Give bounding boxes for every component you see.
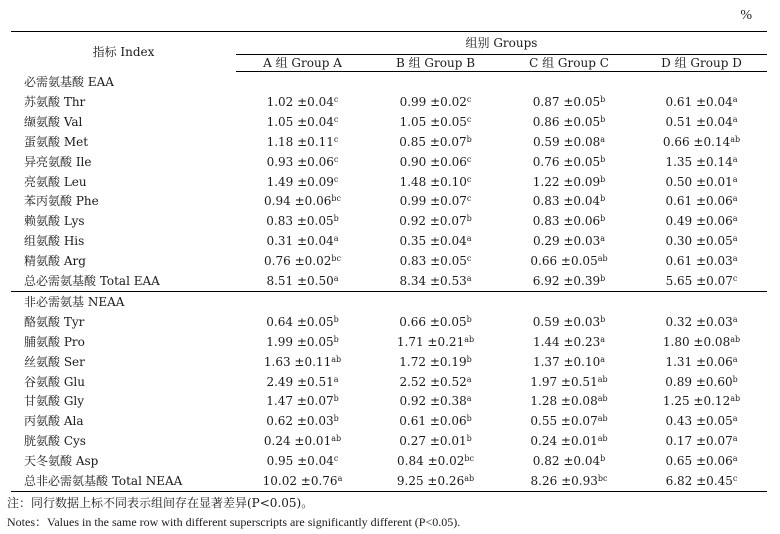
cell-superscript: ab bbox=[464, 334, 475, 344]
table-cell bbox=[502, 411, 636, 431]
cell-value: 6.82 ±0.45 bbox=[665, 473, 733, 488]
cell-superscript: ab bbox=[331, 354, 342, 364]
cell-value: 0.83 ±0.05 bbox=[399, 254, 467, 269]
table-cell bbox=[236, 191, 369, 211]
row-label: 谷氨酸 Glu bbox=[24, 374, 85, 389]
table-cell bbox=[236, 451, 369, 471]
cell-superscript: bc bbox=[331, 254, 341, 264]
cell-value: 1.31 ±0.06 bbox=[665, 354, 733, 369]
cell-superscript: a bbox=[333, 234, 339, 244]
cell-superscript: b bbox=[600, 154, 606, 164]
table-cell bbox=[636, 112, 767, 132]
amino-acid-table bbox=[11, 31, 767, 492]
row-label: 丝氨酸 Ser bbox=[24, 354, 85, 369]
note-english: Notes：Values in the same row with different superscripts are significantly different (P<0.05). bbox=[7, 515, 461, 529]
row-label: 甘氨酸 Gly bbox=[24, 394, 85, 409]
table-cell bbox=[236, 271, 369, 291]
table-row bbox=[11, 451, 767, 471]
table-cell bbox=[236, 172, 369, 192]
table-row bbox=[11, 251, 767, 271]
cell-value: 1.97 ±0.51 bbox=[530, 374, 598, 389]
table-cell bbox=[636, 372, 767, 392]
cell-value: 1.72 ±0.19 bbox=[399, 354, 467, 369]
table-cell bbox=[502, 471, 636, 491]
row-label: 异亮氨酸 Ile bbox=[24, 154, 92, 169]
cell-superscript: a bbox=[732, 454, 738, 464]
cell-superscript: b bbox=[333, 414, 339, 424]
cell-value: 8.51 ±0.50 bbox=[266, 273, 334, 288]
table-row bbox=[11, 411, 767, 431]
cell-value: 0.89 ±0.60 bbox=[665, 374, 733, 389]
index-column-header: 指标 Index bbox=[92, 44, 155, 59]
table-notes bbox=[7, 494, 460, 532]
cell-superscript: b bbox=[732, 374, 738, 384]
cell-superscript: bc bbox=[464, 454, 474, 464]
table-cell bbox=[369, 112, 502, 132]
table-row bbox=[11, 112, 767, 132]
cell-superscript: c bbox=[333, 154, 339, 164]
group-b-header: B 组 Group B bbox=[369, 55, 502, 72]
group-d-header: D 组 Group D bbox=[636, 55, 767, 72]
table-row bbox=[11, 332, 767, 352]
table-row bbox=[11, 191, 767, 211]
cell-value: 2.49 ±0.51 bbox=[266, 374, 334, 389]
table-cell bbox=[636, 332, 767, 352]
group-c-header: C 组 Group C bbox=[502, 55, 636, 72]
cell-value: 8.26 ±0.93 bbox=[530, 473, 598, 488]
table-cell bbox=[236, 391, 369, 411]
cell-superscript: a bbox=[732, 434, 738, 444]
note-chinese: 注：同行数据上标不同表示组间存在显著差异(P<0.05)。 bbox=[7, 496, 314, 510]
cell-value: 0.82 ±0.04 bbox=[532, 454, 601, 469]
table-row bbox=[11, 152, 767, 172]
table-cell bbox=[502, 451, 636, 471]
cell-value: 1.18 ±0.11 bbox=[266, 134, 334, 149]
row-label: 组氨酸 His bbox=[24, 234, 85, 249]
cell-value: 0.84 ±0.02 bbox=[397, 454, 465, 469]
row-label: 缬氨酸 Val bbox=[24, 114, 83, 129]
table-cell bbox=[369, 92, 502, 112]
table-cell bbox=[236, 112, 369, 132]
cell-superscript: a bbox=[732, 174, 738, 184]
table-cell bbox=[502, 132, 636, 152]
table-cell bbox=[502, 251, 636, 271]
table-cell bbox=[636, 211, 767, 231]
row-label: 丙氨酸 Ala bbox=[24, 414, 84, 429]
table-cell bbox=[502, 112, 636, 132]
table-cell bbox=[236, 332, 369, 352]
table-cell bbox=[502, 431, 636, 451]
table-cell bbox=[636, 451, 767, 471]
table-cell bbox=[236, 312, 369, 332]
table-cell bbox=[369, 271, 502, 291]
row-label: 苯丙氨酸 Phe bbox=[24, 194, 99, 209]
cell-superscript: c bbox=[333, 174, 339, 184]
cell-superscript: ab bbox=[730, 134, 741, 144]
cell-value: 1.44 ±0.23 bbox=[532, 334, 601, 349]
cell-superscript: b bbox=[333, 314, 339, 324]
table-row bbox=[11, 231, 767, 251]
cell-superscript: c bbox=[466, 254, 472, 264]
table-cell bbox=[636, 172, 767, 192]
cell-value: 0.17 ±0.07 bbox=[665, 434, 733, 449]
table-cell bbox=[369, 152, 502, 172]
cell-superscript: a bbox=[732, 154, 738, 164]
table-cell bbox=[636, 411, 767, 431]
cell-value: 0.24 ±0.01 bbox=[530, 434, 598, 449]
cell-value: 5.65 ±0.07 bbox=[665, 273, 733, 288]
cell-superscript: a bbox=[600, 334, 606, 344]
table-cell bbox=[636, 391, 767, 411]
cell-value: 10.02 ±0.76 bbox=[262, 473, 338, 488]
cell-value: 0.61 ±0.04 bbox=[665, 94, 733, 109]
row-label: 蛋氨酸 Met bbox=[24, 134, 89, 149]
table-cell bbox=[369, 211, 502, 231]
cell-superscript: c bbox=[732, 273, 738, 283]
cell-superscript: b bbox=[466, 214, 472, 224]
cell-value: 0.59 ±0.03 bbox=[532, 314, 601, 329]
cell-value: 1.25 ±0.12 bbox=[662, 394, 731, 409]
row-label: 苏氨酸 Thr bbox=[24, 94, 86, 109]
table-cell bbox=[369, 451, 502, 471]
cell-value: 0.92 ±0.38 bbox=[399, 394, 467, 409]
section-title: 非必需氨基 NEAA bbox=[11, 291, 767, 312]
cell-superscript: ab bbox=[597, 394, 608, 404]
cell-superscript: b bbox=[333, 334, 339, 344]
cell-superscript: b bbox=[600, 194, 606, 204]
cell-superscript: b bbox=[600, 454, 606, 464]
table-cell bbox=[502, 152, 636, 172]
table-cell bbox=[502, 92, 636, 112]
cell-value: 0.55 ±0.07 bbox=[530, 414, 598, 429]
cell-superscript: c bbox=[466, 174, 472, 184]
cell-value: 0.90 ±0.06 bbox=[399, 154, 467, 169]
cell-value: 0.24 ±0.01 bbox=[263, 434, 332, 449]
cell-superscript: b bbox=[466, 354, 472, 364]
row-label: 酪氨酸 Tyr bbox=[24, 314, 85, 329]
table-cell bbox=[502, 231, 636, 251]
cell-value: 0.27 ±0.01 bbox=[399, 434, 467, 449]
cell-superscript: bc bbox=[331, 194, 341, 204]
table-row bbox=[11, 471, 767, 491]
cell-superscript: c bbox=[333, 134, 339, 144]
cell-value: 0.49 ±0.06 bbox=[665, 214, 733, 229]
cell-superscript: c bbox=[333, 114, 339, 124]
table-cell bbox=[369, 132, 502, 152]
cell-value: 1.28 ±0.08 bbox=[530, 394, 598, 409]
table-cell bbox=[636, 251, 767, 271]
cell-superscript: a bbox=[732, 214, 738, 224]
table-cell bbox=[636, 191, 767, 211]
cell-value: 0.65 ±0.06 bbox=[665, 454, 733, 469]
cell-value: 0.87 ±0.05 bbox=[532, 94, 601, 109]
table-cell bbox=[369, 191, 502, 211]
cell-value: 6.92 ±0.39 bbox=[532, 273, 601, 288]
table-row bbox=[11, 271, 767, 291]
table-row bbox=[11, 211, 767, 231]
cell-value: 0.66 ±0.05 bbox=[530, 254, 598, 269]
table-cell bbox=[502, 191, 636, 211]
table-cell bbox=[636, 92, 767, 112]
table-row bbox=[11, 431, 767, 451]
cell-value: 0.50 ±0.01 bbox=[665, 174, 733, 189]
cell-superscript: b bbox=[600, 114, 606, 124]
table-cell bbox=[236, 211, 369, 231]
table-cell bbox=[636, 152, 767, 172]
table-cell bbox=[369, 352, 502, 372]
table-cell bbox=[502, 271, 636, 291]
table-row bbox=[11, 391, 767, 411]
cell-superscript: a bbox=[333, 374, 339, 384]
cell-value: 1.49 ±0.09 bbox=[266, 174, 334, 189]
cell-value: 0.83 ±0.04 bbox=[532, 194, 601, 209]
table-cell bbox=[636, 471, 767, 491]
cell-value: 0.83 ±0.06 bbox=[532, 214, 601, 229]
row-label: 总必需氨基酸 Total EAA bbox=[24, 273, 160, 288]
cell-superscript: a bbox=[732, 194, 738, 204]
cell-superscript: c bbox=[466, 94, 472, 104]
table-cell bbox=[369, 471, 502, 491]
table-row bbox=[11, 312, 767, 332]
table-cell bbox=[236, 231, 369, 251]
cell-value: 0.83 ±0.05 bbox=[266, 214, 334, 229]
table-cell bbox=[236, 251, 369, 271]
cell-value: 0.94 ±0.06 bbox=[264, 194, 332, 209]
table-cell bbox=[236, 431, 369, 451]
table-cell bbox=[636, 352, 767, 372]
row-label: 胱氨酸 Cys bbox=[24, 434, 86, 449]
cell-superscript: c bbox=[732, 473, 738, 483]
cell-value: 0.99 ±0.07 bbox=[399, 194, 467, 209]
cell-superscript: ab bbox=[730, 394, 741, 404]
table-cell bbox=[636, 431, 767, 451]
cell-superscript: ab bbox=[597, 374, 608, 384]
cell-superscript: a bbox=[732, 354, 738, 364]
groups-header: 组别 Groups bbox=[236, 32, 767, 55]
cell-superscript: ab bbox=[597, 434, 608, 444]
row-label: 天冬氨酸 Asp bbox=[24, 454, 99, 469]
unit-label: % bbox=[740, 8, 752, 23]
cell-superscript: c bbox=[333, 454, 339, 464]
cell-value: 0.59 ±0.08 bbox=[532, 134, 601, 149]
cell-value: 1.35 ±0.14 bbox=[665, 154, 733, 169]
table-cell bbox=[236, 152, 369, 172]
row-label: 亮氨酸 Leu bbox=[24, 174, 87, 189]
table-cell bbox=[636, 132, 767, 152]
cell-superscript: a bbox=[732, 234, 738, 244]
cell-value: 0.61 ±0.06 bbox=[399, 414, 467, 429]
cell-superscript: b bbox=[333, 394, 339, 404]
cell-value: 0.61 ±0.06 bbox=[665, 194, 733, 209]
cell-superscript: b bbox=[466, 314, 472, 324]
table-row bbox=[11, 372, 767, 392]
cell-value: 0.64 ±0.05 bbox=[266, 314, 334, 329]
cell-superscript: ab bbox=[597, 414, 608, 424]
cell-value: 0.76 ±0.05 bbox=[532, 154, 601, 169]
cell-value: 1.37 ±0.10 bbox=[532, 354, 601, 369]
cell-value: 1.22 ±0.09 bbox=[532, 174, 601, 189]
cell-superscript: ab bbox=[331, 434, 342, 444]
cell-value: 0.30 ±0.05 bbox=[665, 234, 733, 249]
cell-superscript: b bbox=[466, 414, 472, 424]
cell-superscript: c bbox=[466, 114, 472, 124]
cell-superscript: b bbox=[333, 214, 339, 224]
table-cell bbox=[369, 231, 502, 251]
table-cell bbox=[236, 471, 369, 491]
cell-value: 1.47 ±0.07 bbox=[266, 394, 334, 409]
section-title: 必需氨基酸 EAA bbox=[24, 75, 114, 89]
table-cell bbox=[369, 411, 502, 431]
cell-superscript: a bbox=[333, 273, 339, 283]
cell-value: 1.80 ±0.08 bbox=[662, 334, 731, 349]
cell-value: 0.66 ±0.14 bbox=[662, 134, 731, 149]
cell-superscript: a bbox=[466, 394, 472, 404]
table-cell bbox=[636, 312, 767, 332]
cell-value: 0.62 ±0.03 bbox=[266, 414, 334, 429]
cell-value: 0.86 ±0.05 bbox=[532, 114, 601, 129]
table-row bbox=[11, 352, 767, 372]
cell-superscript: a bbox=[466, 374, 472, 384]
cell-superscript: a bbox=[600, 234, 606, 244]
table-cell bbox=[502, 352, 636, 372]
table-cell bbox=[236, 372, 369, 392]
cell-superscript: c bbox=[333, 94, 339, 104]
cell-value: 0.43 ±0.05 bbox=[665, 414, 733, 429]
cell-value: 9.25 ±0.26 bbox=[396, 473, 465, 488]
cell-value: 0.61 ±0.03 bbox=[665, 254, 733, 269]
cell-superscript: a bbox=[466, 234, 472, 244]
cell-superscript: a bbox=[732, 414, 738, 424]
cell-value: 8.34 ±0.53 bbox=[399, 273, 467, 288]
table-cell bbox=[369, 251, 502, 271]
row-label: 总非必需氨基酸 Total NEAA bbox=[11, 471, 236, 491]
table-cell bbox=[636, 231, 767, 251]
cell-superscript: b bbox=[600, 94, 606, 104]
cell-value: 0.32 ±0.03 bbox=[665, 314, 733, 329]
cell-value: 0.66 ±0.05 bbox=[399, 314, 467, 329]
cell-value: 0.99 ±0.02 bbox=[399, 94, 467, 109]
row-label: 精氨酸 Arg bbox=[24, 254, 86, 269]
cell-superscript: a bbox=[732, 314, 738, 324]
cell-superscript: b bbox=[600, 273, 606, 283]
table-cell bbox=[236, 411, 369, 431]
table-row bbox=[11, 92, 767, 112]
cell-superscript: ab bbox=[597, 254, 608, 264]
cell-superscript: c bbox=[466, 194, 472, 204]
cell-superscript: a bbox=[337, 473, 343, 483]
cell-superscript: a bbox=[466, 273, 472, 283]
cell-superscript: bc bbox=[597, 473, 608, 483]
cell-value: 1.02 ±0.04 bbox=[266, 94, 334, 109]
cell-superscript: a bbox=[732, 114, 738, 124]
cell-value: 0.51 ±0.04 bbox=[665, 114, 733, 129]
table-row bbox=[11, 172, 767, 192]
cell-superscript: a bbox=[732, 254, 738, 264]
cell-value: 0.95 ±0.04 bbox=[266, 454, 334, 469]
group-a-header: A 组 Group A bbox=[236, 55, 369, 72]
cell-superscript: ab bbox=[730, 334, 741, 344]
table-cell bbox=[502, 332, 636, 352]
cell-value: 2.52 ±0.52 bbox=[399, 374, 467, 389]
cell-value: 0.93 ±0.06 bbox=[266, 154, 334, 169]
cell-superscript: ab bbox=[464, 473, 475, 483]
cell-superscript: b bbox=[600, 314, 606, 324]
cell-superscript: a bbox=[600, 354, 606, 364]
table-cell bbox=[236, 92, 369, 112]
table-cell bbox=[369, 312, 502, 332]
cell-superscript: b bbox=[600, 214, 606, 224]
table-cell bbox=[369, 391, 502, 411]
cell-value: 0.29 ±0.03 bbox=[532, 234, 601, 249]
table-row bbox=[11, 132, 767, 152]
table-cell bbox=[502, 391, 636, 411]
table-cell bbox=[369, 372, 502, 392]
row-label: 赖氨酸 Lys bbox=[24, 214, 85, 229]
cell-superscript: c bbox=[466, 154, 472, 164]
table-cell bbox=[502, 372, 636, 392]
cell-superscript: a bbox=[732, 94, 738, 104]
cell-superscript: b bbox=[466, 134, 472, 144]
cell-value: 0.31 ±0.04 bbox=[266, 234, 334, 249]
table-cell bbox=[502, 211, 636, 231]
table-cell bbox=[502, 172, 636, 192]
cell-value: 0.92 ±0.07 bbox=[399, 214, 467, 229]
table-cell bbox=[636, 271, 767, 291]
cell-value: 1.48 ±0.10 bbox=[399, 174, 467, 189]
table-cell bbox=[369, 332, 502, 352]
cell-value: 1.63 ±0.11 bbox=[263, 354, 332, 369]
cell-superscript: b bbox=[600, 174, 606, 184]
cell-value: 1.99 ±0.05 bbox=[266, 334, 334, 349]
table-cell bbox=[236, 352, 369, 372]
cell-superscript: a bbox=[600, 134, 606, 144]
table-cell bbox=[369, 172, 502, 192]
cell-value: 1.05 ±0.04 bbox=[266, 114, 334, 129]
table-cell bbox=[502, 312, 636, 332]
row-label: 脯氨酸 Pro bbox=[24, 334, 85, 349]
cell-value: 0.85 ±0.07 bbox=[399, 134, 467, 149]
cell-value: 0.35 ±0.04 bbox=[399, 234, 467, 249]
cell-value: 0.76 ±0.02 bbox=[264, 254, 332, 269]
table-cell bbox=[236, 132, 369, 152]
cell-superscript: b bbox=[466, 434, 472, 444]
cell-value: 1.05 ±0.05 bbox=[399, 114, 467, 129]
table-cell bbox=[369, 431, 502, 451]
cell-value: 1.71 ±0.21 bbox=[396, 334, 465, 349]
